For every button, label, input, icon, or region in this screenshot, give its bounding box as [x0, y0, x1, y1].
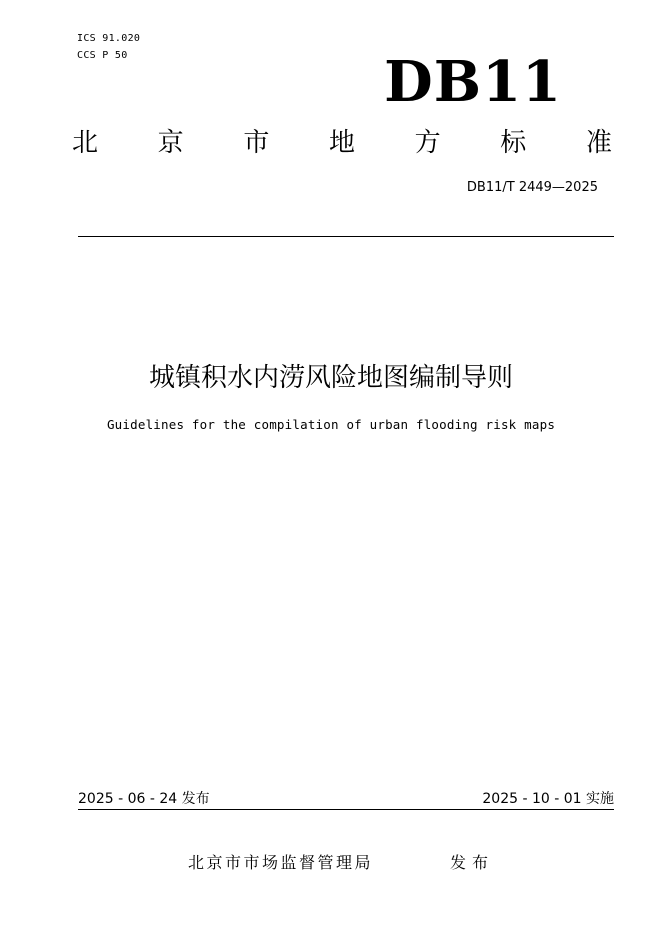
footer-divider: [78, 809, 614, 810]
standard-type-title: [72, 125, 612, 161]
header-divider: [78, 236, 614, 237]
implement-date: 2025 - 10 - 01 实施: [482, 791, 614, 807]
standard-type-char: 北: [72, 128, 99, 158]
standard-type-char: 地: [328, 128, 355, 158]
issue-label: 发布: [450, 853, 495, 872]
standard-type-char: 准: [585, 128, 612, 158]
ccs-code: CCS P 50: [77, 50, 128, 61]
publish-date: 2025 - 06 - 24 发布: [78, 791, 210, 807]
document-title: 城镇积水内涝风险地图编制导则: [148, 363, 513, 393]
issuing-authority: 北京市市场监督管理局: [188, 853, 374, 872]
standard-type-char: 标: [500, 128, 527, 158]
standard-type-char: 方: [414, 128, 441, 158]
standard-code: DB11/T 2449—2025: [466, 180, 598, 195]
ics-code: ICS 91.020: [77, 33, 141, 44]
standard-type-char: 京: [157, 128, 184, 158]
document-title-english: Guidelines for the compilation of urban flooding risk maps: [106, 417, 556, 432]
db-logo: DB11: [384, 49, 562, 115]
standard-type-char: 市: [243, 128, 270, 158]
